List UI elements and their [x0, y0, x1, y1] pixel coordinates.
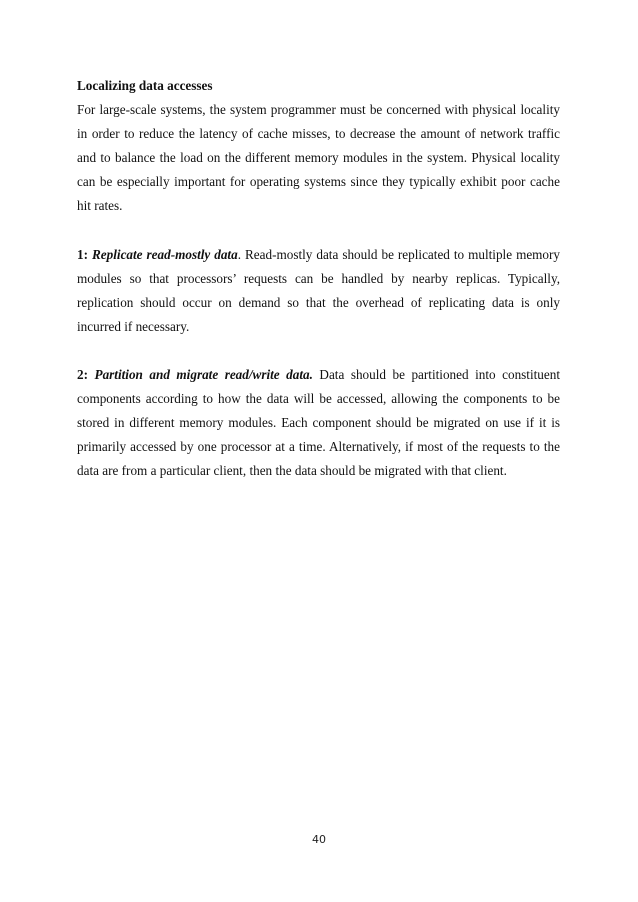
item-1-title: Replicate read-mostly data: [92, 246, 238, 262]
item-2-number: 2:: [77, 366, 88, 382]
item-1-title-suffix: .: [237, 246, 241, 262]
item-1-body: Read-mostly data should be replicated to multiple memory modules so that processors’ requests can be handled by nearby replicas. Typically, replication should occur on demand so that the overhead of replicating data is only incurred if necessary.: [77, 246, 561, 334]
item-2-title: Partition and migrate read/write data.: [94, 366, 313, 382]
document-body: [77, 74, 560, 483]
section-heading: Localizing data accesses: [77, 78, 213, 93]
item-2-body: Data should be partitioned into constituent components according to how the data will be accessed, allowing the components to be stored in different memory modules. Each component should be migrated on use if it is primarily accessed by one processor at a time. Alternatively, if most of the requests to the data are from a particular client, then the data should be migrated with that client.: [77, 366, 561, 479]
intro-paragraph: For large-scale systems, the system programmer must be concerned with physical locality in order to reduce the latency of cache misses, to decrease the amount of network traffic and to balance the load on the different memory modules in the system. Physical locality can be especially important for operating systems since they typically exhibit poor cache hit rates.: [77, 102, 560, 214]
list-item-2: [77, 363, 560, 483]
item-1-number: 1:: [77, 246, 88, 262]
list-item-1: [77, 243, 560, 339]
page-number: 40: [312, 833, 326, 846]
